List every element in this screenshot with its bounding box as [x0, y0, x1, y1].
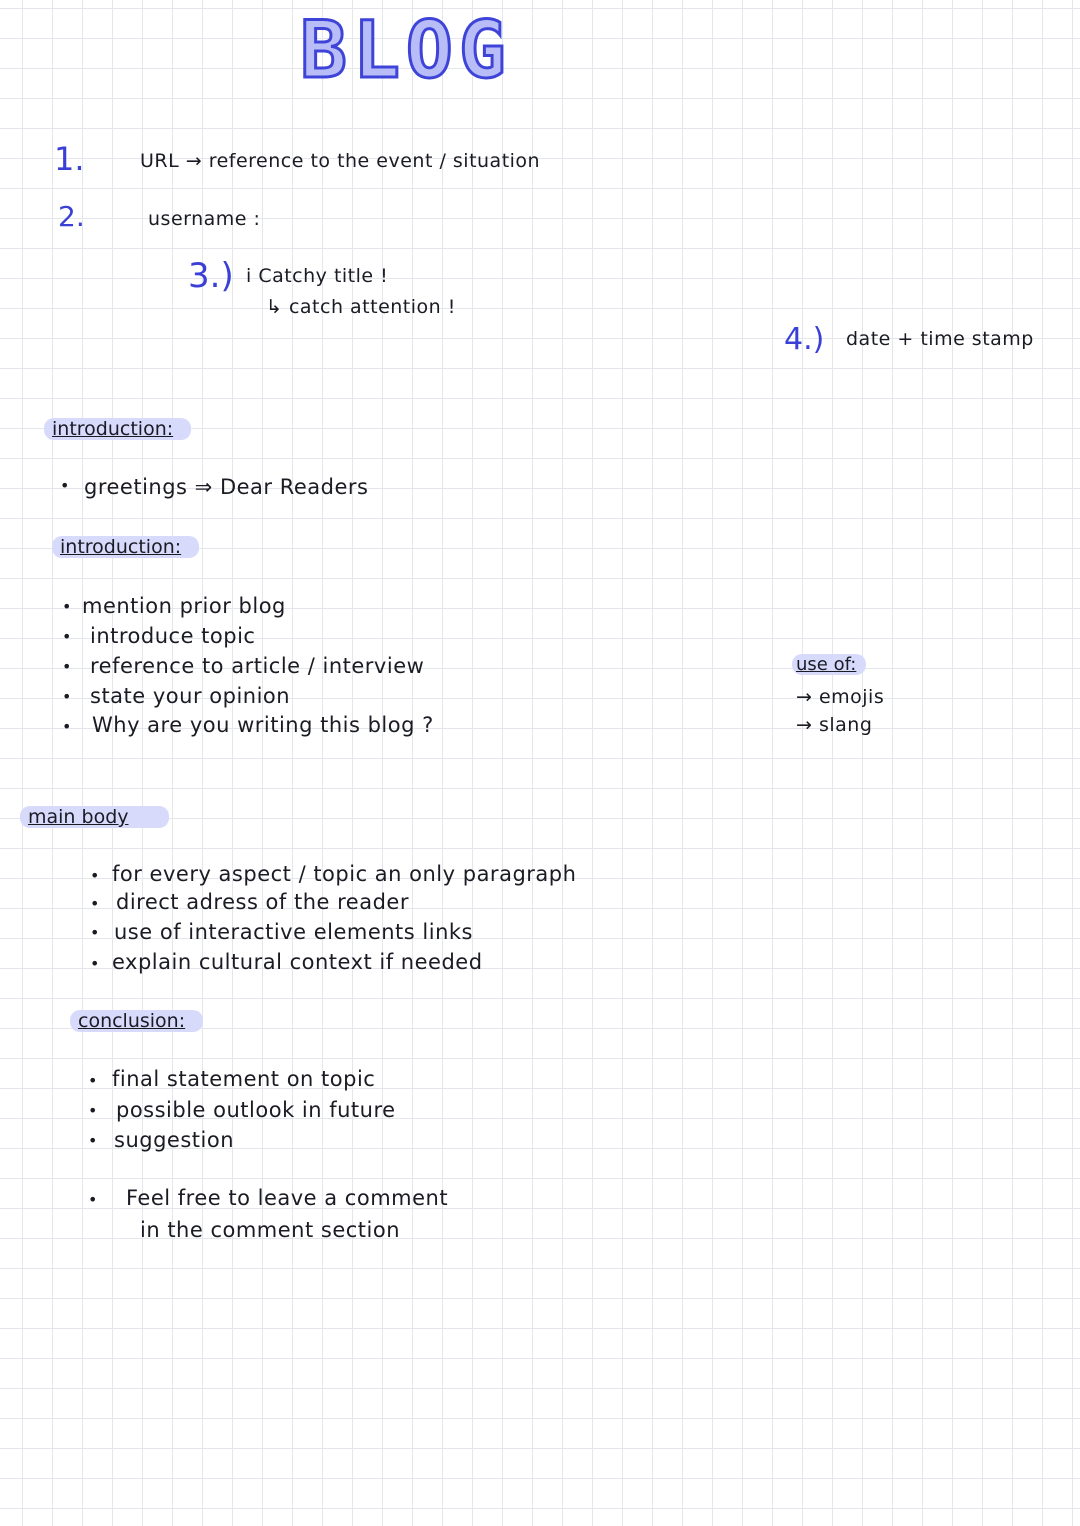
section-heading-introduction-1: introduction: [44, 418, 191, 440]
list-item: Why are you writing this blog ? [92, 713, 434, 737]
section-heading-conclusion: conclusion: [70, 1010, 203, 1032]
item-number-3: 3.) [188, 256, 234, 296]
page-title: BLOG [300, 6, 512, 96]
list-item: use of interactive elements links [114, 920, 473, 944]
bullet-dot: • [88, 1101, 98, 1120]
bullet-dot: • [90, 894, 100, 913]
bullet-dot: • [90, 923, 100, 942]
greetings-note: greetings ⇒ Dear Readers [84, 475, 369, 499]
bullet-dot: • [88, 1190, 98, 1209]
list-item: mention prior blog [82, 594, 286, 618]
bullet-dot: • [90, 954, 100, 973]
bullet-dot: • [62, 717, 72, 736]
date-time-note: date + time stamp [846, 328, 1034, 350]
item-number-2: 2. [58, 200, 85, 233]
bullet-dot: • [62, 687, 72, 706]
bullet-dot: • [88, 1131, 98, 1150]
item-number-1: 1. [54, 140, 85, 178]
list-item: reference to article / interview [90, 654, 425, 678]
list-item: direct adress of the reader [116, 890, 409, 914]
closing-line-2: in the comment section [140, 1218, 401, 1242]
list-item: for every aspect / topic an only paragraph [112, 862, 577, 886]
list-item: suggestion [114, 1128, 234, 1152]
list-item: state your opinion [90, 684, 291, 708]
list-item: → emojis [796, 686, 885, 708]
username-note: username : [148, 208, 261, 230]
bullet-dot: • [88, 1071, 98, 1090]
list-item: introduce topic [90, 624, 256, 648]
bullet-dot: • [62, 627, 72, 646]
list-item: possible outlook in future [116, 1098, 396, 1122]
section-heading-introduction-2: introduction: [52, 536, 199, 558]
bullet-dot: • [62, 597, 72, 616]
bullet-dot: • [90, 866, 100, 885]
list-item: → slang [796, 714, 873, 736]
section-heading-main-body: main body [20, 806, 169, 828]
item-number-4: 4.) [784, 322, 825, 357]
bullet-dot: • [62, 657, 72, 676]
catchy-title-note: i Catchy title ! [246, 265, 389, 287]
list-item: final statement on topic [112, 1067, 376, 1091]
catch-attention-note: ↳ catch attention ! [266, 296, 456, 318]
url-note: URL → reference to the event / situation [140, 150, 541, 172]
list-item: explain cultural context if needed [112, 950, 483, 974]
closing-line-1: Feel free to leave a comment [126, 1186, 449, 1210]
bullet-dot: • [60, 476, 70, 495]
section-heading-use-of: use of: [792, 654, 866, 675]
